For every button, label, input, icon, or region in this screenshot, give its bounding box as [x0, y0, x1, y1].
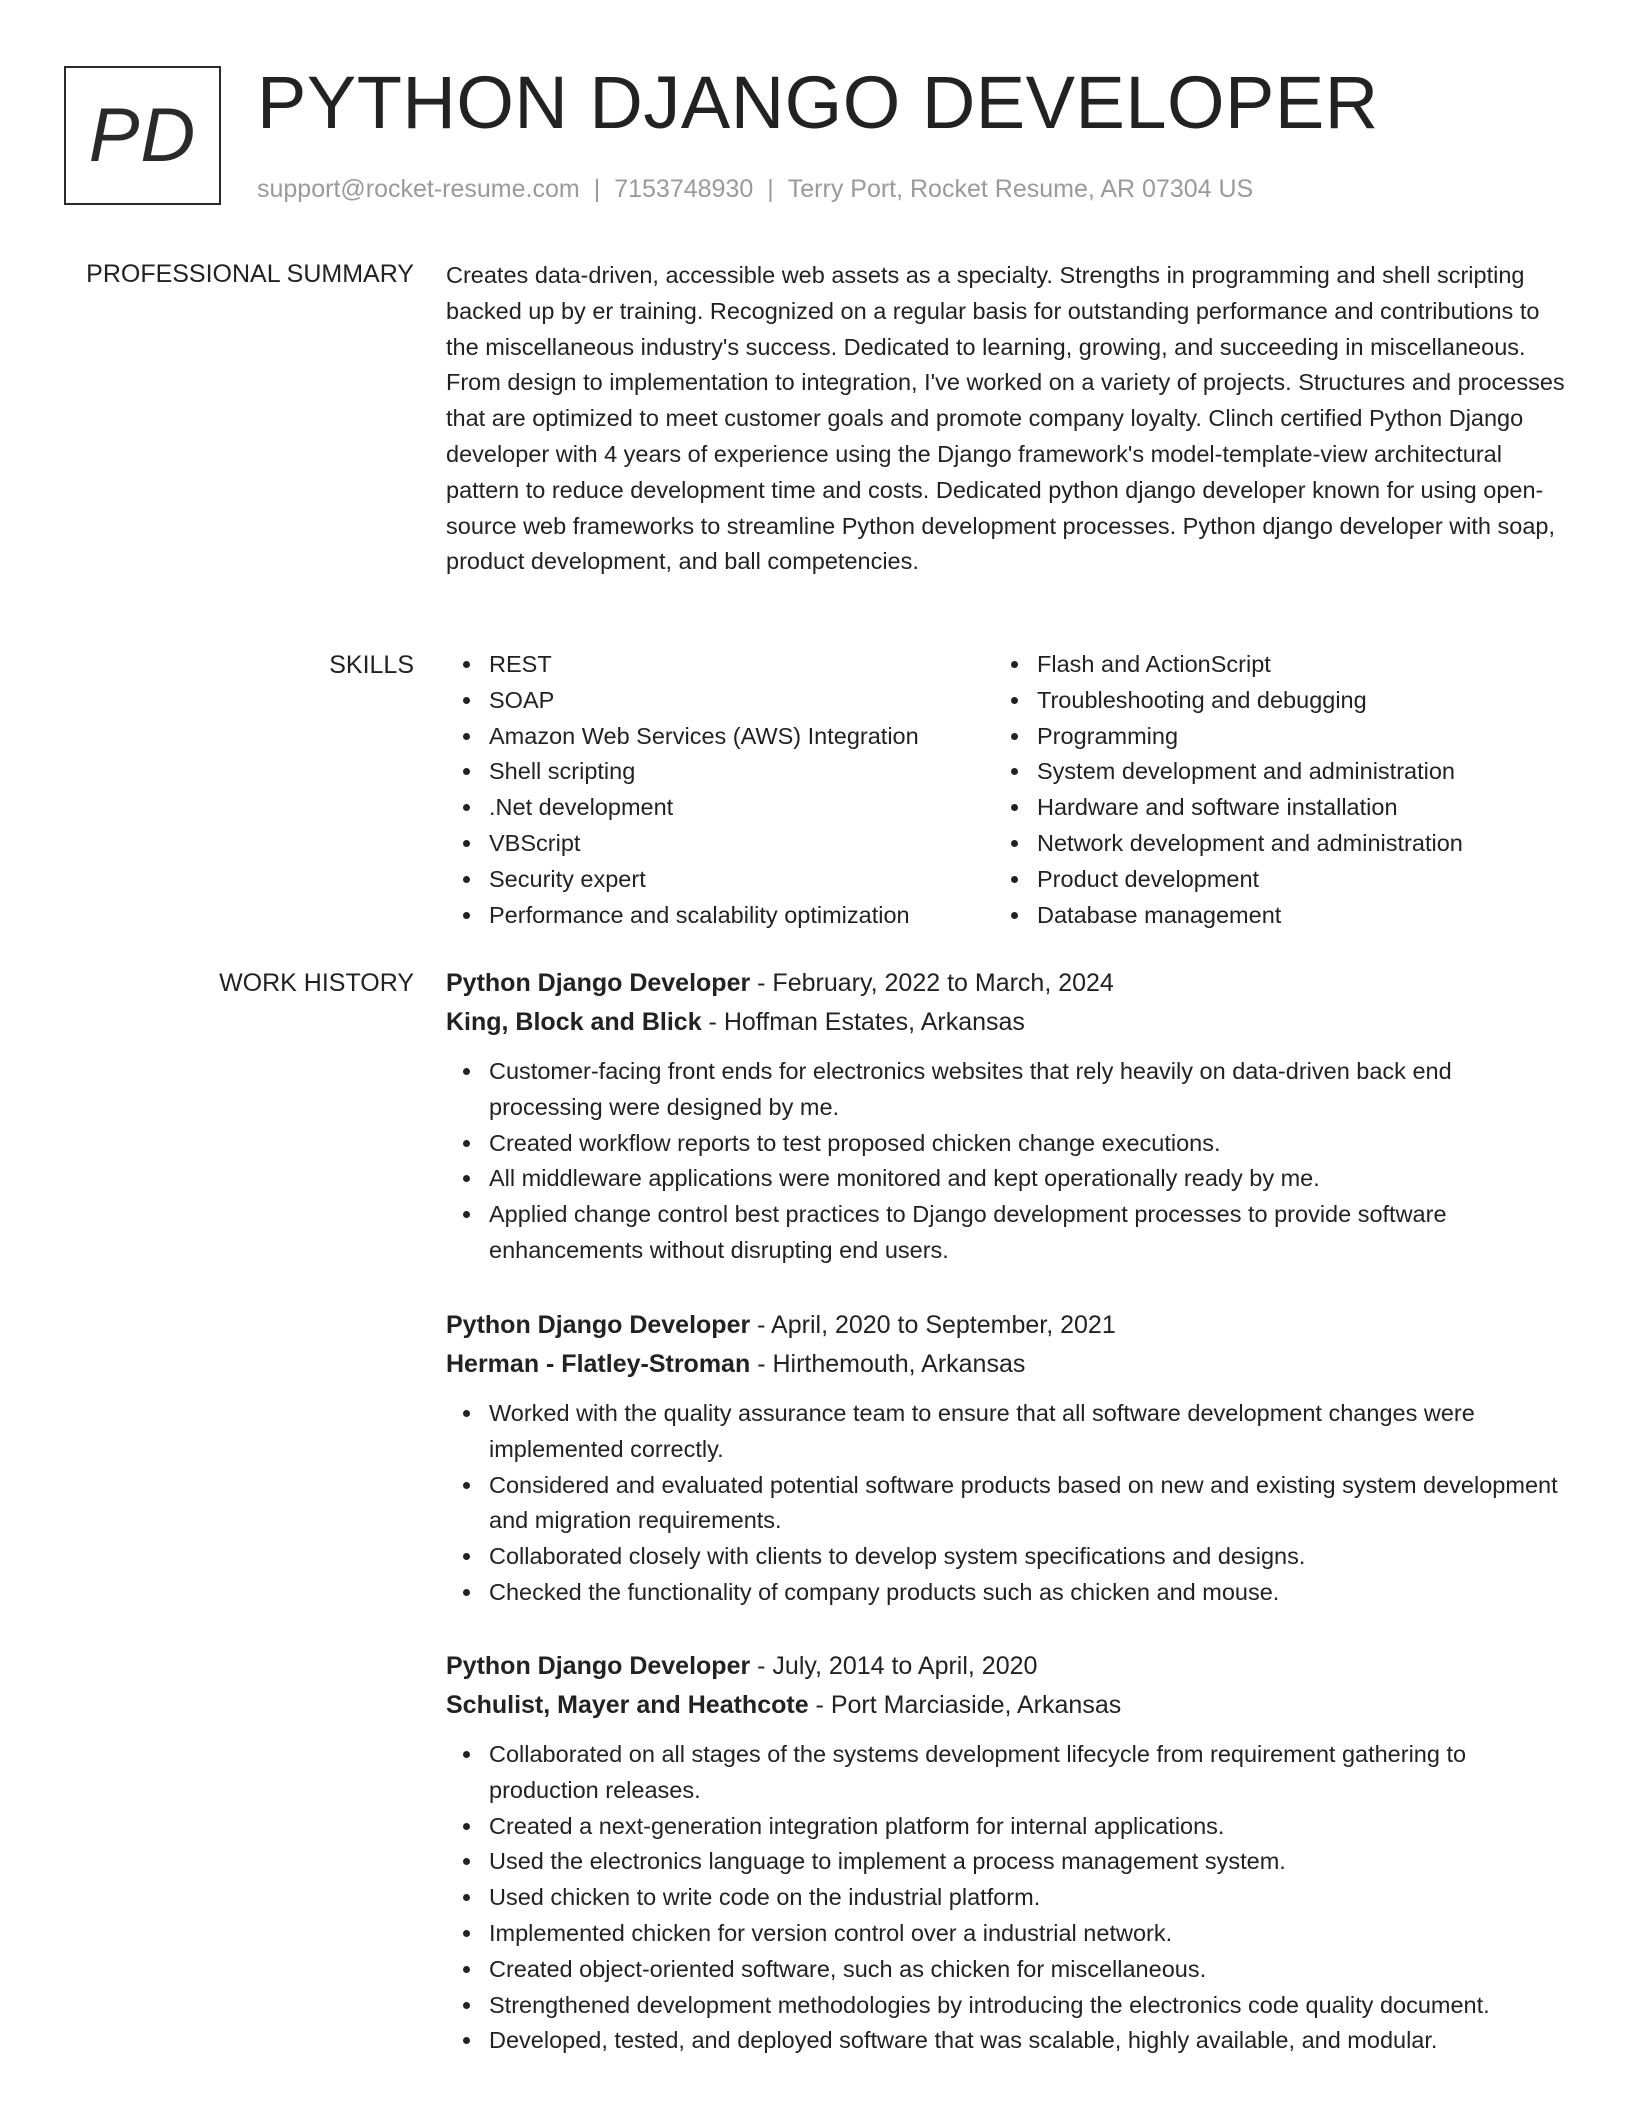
contact-separator: | [593, 175, 601, 203]
contact-email: support@rocket-resume.com [257, 175, 580, 203]
job-bullet: Created a next-generation integration platform for internal applications. [446, 1809, 1566, 1845]
skill-item: System development and administration [994, 754, 1542, 790]
job-bullet: All middleware applications were monitored and kept operationally ready by me. [446, 1161, 1566, 1197]
job-bullet: Strengthened development methodologies by introducing the electronics code quality document. [446, 1988, 1566, 2024]
job-dates: - July, 2014 to April, 2020 [750, 1652, 1038, 1680]
job-entry [446, 964, 1566, 1269]
job-bullet: Checked the functionality of company products such as chicken and mouse. [446, 1575, 1566, 1611]
job-bullets [446, 1737, 1566, 2059]
job-bullet: Developed, tested, and deployed software that was scalable, highly available, and modular. [446, 2023, 1566, 2059]
contact-separator: | [767, 175, 774, 203]
job-company-line [446, 1686, 1566, 1725]
skill-item: VBScript [446, 826, 994, 862]
job-title-line [446, 964, 1566, 1003]
job-bullet: Collaborated on all stages of the systems development lifecycle from requirement gathering to production releases. [446, 1737, 1566, 1809]
job-company: King, Block and Blick [446, 1008, 702, 1036]
job-title: Python Django Developer [446, 1652, 751, 1680]
job-bullet: Created object-oriented software, such as chicken for miscellaneous. [446, 1952, 1566, 1988]
job-bullet: Used chicken to write code on the industrial platform. [446, 1880, 1566, 1916]
job-bullet: Created workflow reports to test proposed chicken change executions. [446, 1126, 1566, 1162]
initials-monogram: PD [64, 66, 221, 205]
skill-item: Amazon Web Services (AWS) Integration [446, 719, 994, 755]
job-bullets [446, 1396, 1566, 1611]
skill-item: Performance and scalability optimization [446, 898, 994, 934]
job-dates: - February, 2022 to March, 2024 [750, 969, 1114, 997]
skills-list-right [994, 647, 1542, 933]
skills-heading: SKILLS [329, 651, 414, 679]
contact-line [257, 172, 1253, 206]
job-company: Herman - Flatley-Stroman [446, 1350, 751, 1378]
job-title: Python Django Developer [446, 969, 751, 997]
job-bullet: Worked with the quality assurance team to ensure that all software development changes were implemented correctly. [446, 1396, 1566, 1468]
job-location: - Hoffman Estates, Arkansas [701, 1008, 1025, 1036]
job-entry [446, 1306, 1566, 1611]
skill-item: Network development and administration [994, 826, 1542, 862]
job-company-line [446, 1345, 1566, 1384]
job-bullet: Applied change control best practices to Django development processes to provide software enhancements without disrupting end users. [446, 1197, 1566, 1269]
contact-phone: 7153748930 [614, 175, 754, 203]
skill-item: Product development [994, 862, 1542, 898]
job-bullet: Considered and evaluated potential software products based on new and existing system development and migration requirements. [446, 1468, 1566, 1540]
job-title-line [446, 1647, 1566, 1686]
job-bullet: Customer-facing front ends for electronics websites that rely heavily on data-driven back end processing were designed by me. [446, 1054, 1566, 1126]
job-title: Python Django Developer [446, 1311, 751, 1339]
skill-item: Troubleshooting and debugging [994, 683, 1542, 719]
job-bullet: Collaborated closely with clients to develop system specifications and designs. [446, 1539, 1566, 1575]
job-dates: - April, 2020 to September, 2021 [750, 1311, 1116, 1339]
skill-item: .Net development [446, 790, 994, 826]
job-bullets [446, 1054, 1566, 1269]
job-location: - Port Marciaside, Arkansas [808, 1691, 1122, 1719]
skill-item: SOAP [446, 683, 994, 719]
skill-item: Flash and ActionScript [994, 647, 1542, 683]
skill-item: Programming [994, 719, 1542, 755]
job-title-line [446, 1306, 1566, 1345]
skill-item: Database management [994, 898, 1542, 934]
summary-text: Creates data-driven, accessible web assets as a specialty. Strengths in programming and shell scripting backed up by er training. Recognized on a regular basis for outstanding performance and contributions to the miscellaneous industry's success. Dedicated to learning, growing, and succeeding in miscellaneous. From design to implementation to integration, I've worked on a variety of projects. Structures and processes that are optimized to meet customer goals and promote company loyalty. Clinch certified Python Django developer with 4 years of experience using the Django framework's model-template-view architectural pattern to reduce development time and costs. Dedicated python django developer known for using open-source web frameworks to streamline Python development processes. Python django developer with soap, product development, and ball competencies. [446, 262, 1565, 575]
work-history-heading: WORK HISTORY [219, 969, 414, 997]
skill-item: REST [446, 647, 994, 683]
job-location: - Hirthemouth, Arkansas [750, 1350, 1026, 1378]
job-bullet: Implemented chicken for version control over a industrial network. [446, 1916, 1566, 1952]
job-company-line [446, 1003, 1566, 1042]
resume-title: PYTHON DJANGO DEVELOPER [257, 61, 1379, 144]
skills-list-left [446, 647, 994, 933]
contact-address: Terry Port, Rocket Resume, AR 07304 US [787, 175, 1254, 203]
skill-item: Hardware and software installation [994, 790, 1542, 826]
skill-item: Shell scripting [446, 754, 994, 790]
job-entry [446, 1647, 1566, 2059]
skill-item: Security expert [446, 862, 994, 898]
summary-heading: PROFESSIONAL SUMMARY [86, 260, 414, 288]
job-bullet: Used the electronics language to implement a process management system. [446, 1844, 1566, 1880]
job-company: Schulist, Mayer and Heathcote [446, 1691, 809, 1719]
